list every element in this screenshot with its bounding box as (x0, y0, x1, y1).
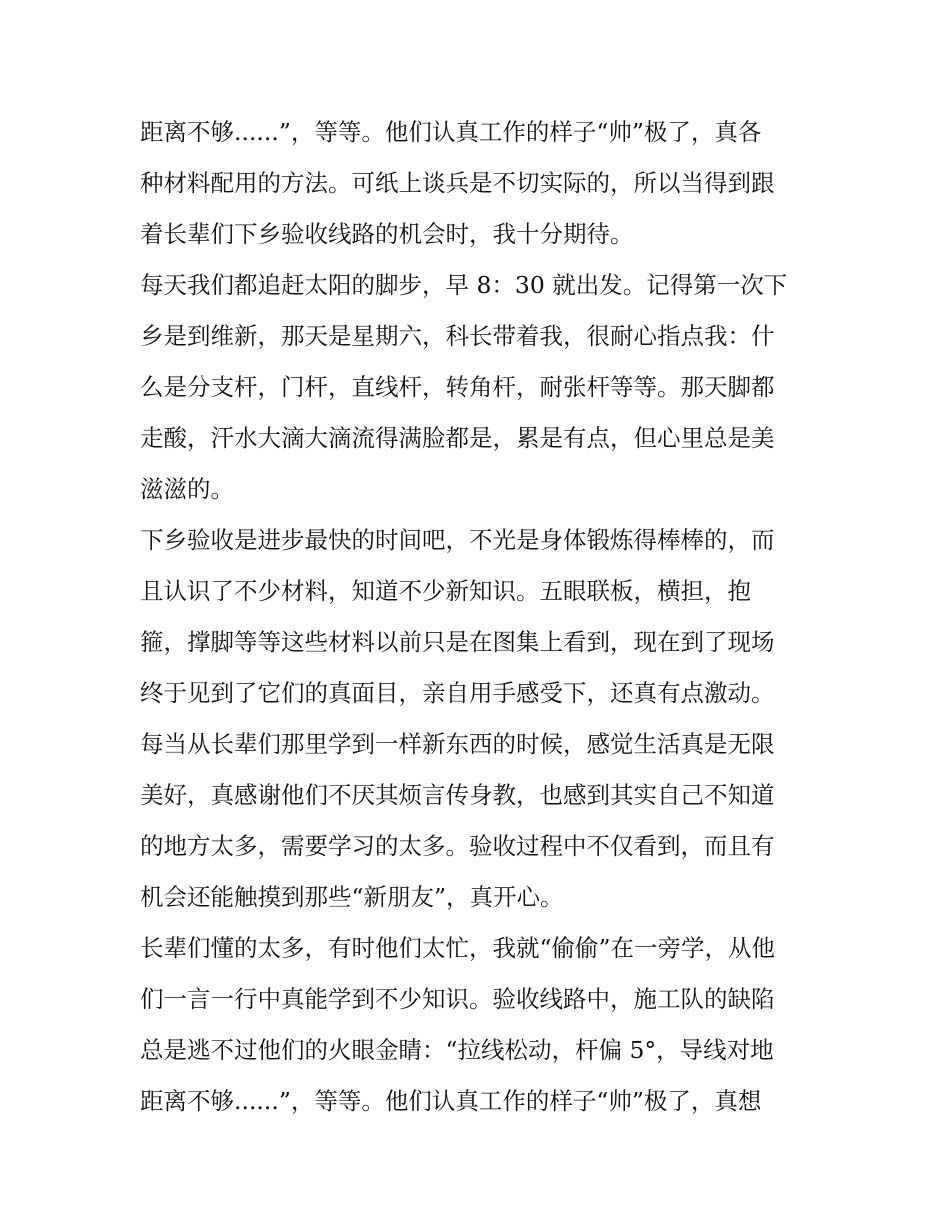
text-line: 乡是到维新，那天是星期六，科长带着我，很耐心指点我：什 (140, 322, 775, 350)
text-line: 下乡验收是进步最快的时间吧，不光是身体锻炼得棒棒的，而 (140, 526, 775, 554)
text-line: 总是逃不过他们的火眼金睛：“拉线松动，杆偏 5°，导线对地 (140, 1036, 774, 1064)
text-line: 终于见到了它们的真面目，亲自用手感受下，还真有点激动。 (140, 679, 775, 707)
text-line: 走酸，汗水大滴大滴流得满脸都是，累是有点，但心里总是美 (140, 424, 775, 452)
text-line: 们一言一行中真能学到不少知识。验收线路中，施工队的缺陷 (140, 985, 775, 1013)
text-line: 么是分支杆，门杆，直线杆，转角杆，耐张杆等等。那天脚都 (140, 373, 775, 401)
text-line: 箍，撑脚等等这些材料以前只是在图集上看到，现在到了现场 (140, 628, 775, 656)
text-line: 每天我们都追赶太阳的脚步，早 8：30 就出发。记得第一次下 (140, 271, 788, 299)
text-line: 机会还能触摸到那些“新朋友”，真开心。 (140, 883, 564, 911)
text-line: 长辈们懂的太多，有时他们太忙，我就“偷偷”在一旁学，从他 (140, 934, 776, 962)
text-line: 着长辈们下乡验收线路的机会时，我十分期待。 (140, 220, 634, 248)
text-line: 且认识了不少材料，知道不少新知识。五眼联板，横担，抱 (140, 577, 751, 605)
text-line: 美好，真感谢他们不厌其烦言传身教，也感到其实自己不知道 (140, 781, 775, 809)
text-line: 种材料配用的方法。可纸上谈兵是不切实际的，所以当得到跟 (140, 169, 775, 197)
document-body (140, 107, 820, 1127)
text-line: 每当从长辈们那里学到一样新东西的时候，感觉生活真是无限 (140, 730, 775, 758)
text-line: 滋滋的。 (140, 475, 234, 503)
text-line: 距离不够......”，等等。他们认真工作的样子“帅”极了，真想 (140, 1087, 762, 1115)
text-line: 的地方太多，需要学习的太多。验收过程中不仅看到，而且有 (140, 832, 775, 860)
text-line: 距离不够......”，等等。他们认真工作的样子“帅”极了，真各 (140, 118, 762, 146)
